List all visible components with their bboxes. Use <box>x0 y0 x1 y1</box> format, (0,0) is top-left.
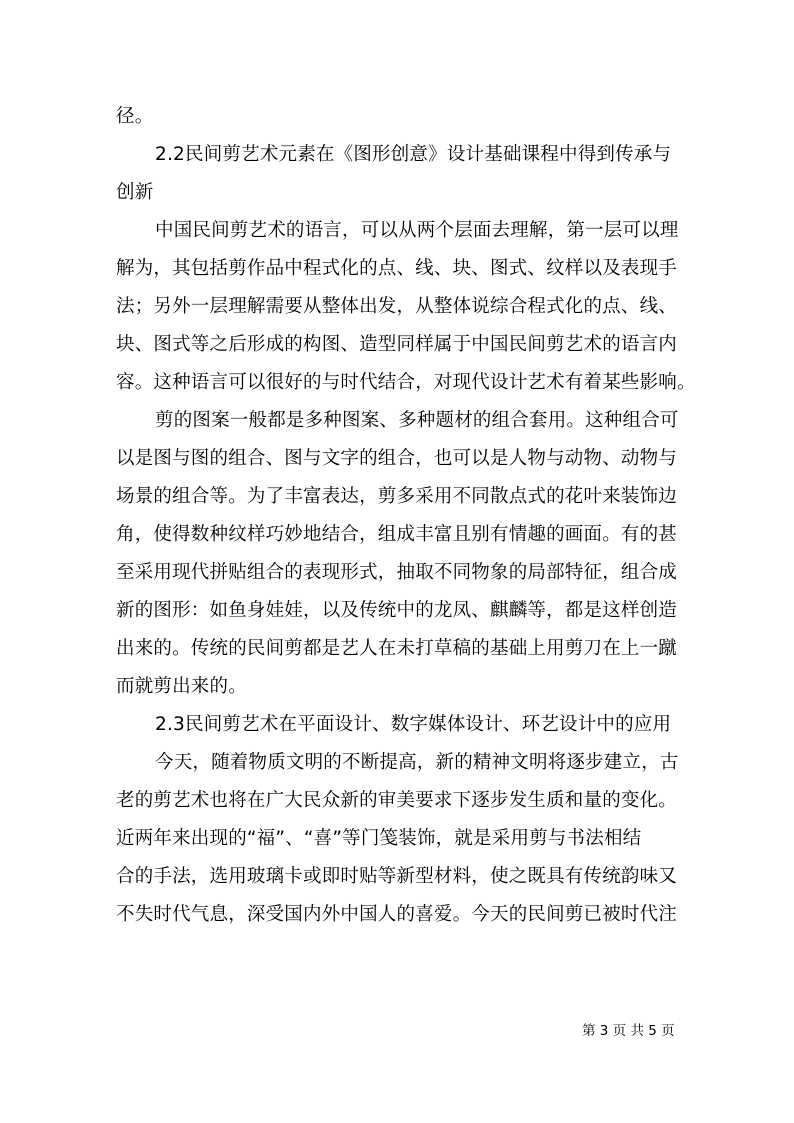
page-number-footer: 第 3 页 共 5 页 <box>582 1023 675 1039</box>
text-line: 法；另外一层理解需要从整体出发，从整体说综合程式化的点、线、 <box>116 296 678 317</box>
text-line: 块、图式等之后形成的构图、造型同样属于中国民间剪艺术的语言内 <box>116 334 678 355</box>
text-line: 角，使得数种纹样巧妙地结合，组成丰富且别有情趣的画面。有的甚 <box>116 524 678 545</box>
text-line: 创新 <box>116 182 154 203</box>
text-line: 新的图形：如鱼身娃娃，以及传统中的龙凤、麒麟等，都是这样创造 <box>116 600 678 621</box>
text-line: 而就剪出来的。 <box>116 676 247 697</box>
text-line: 容。这种语言可以很好的与时代结合，对现代设计艺术有着某些影响。 <box>116 372 696 393</box>
text-line: 径。 <box>116 106 154 127</box>
text-line: 剪的图案一般都是多种图案、多种题材的组合套用。这种组合可 <box>155 410 679 431</box>
text-line: 不失时代气息，深受国内外中国人的喜爱。今天的民间剪已被时代注 <box>116 904 678 925</box>
text-line: 2.2民间剪艺术元素在《图形创意》设计基础课程中得到传承与 <box>155 144 672 165</box>
text-line: 近两年来出现的“福”、“喜”等门笺装饰，就是采用剪与书法相结 <box>116 828 642 849</box>
text-line: 至采用现代拼贴组合的表现形式，抽取不同物象的局部特征，组合成 <box>116 562 678 583</box>
text-line: 2.3民间剪艺术在平面设计、数字媒体设计、环艺设计中的应用 <box>155 714 672 735</box>
text-line: 今天，随着物质文明的不断提高，新的精神文明将逐步建立，古 <box>155 752 679 773</box>
text-line: 老的剪艺术也将在广大民众新的审美要求下逐步发生质和量的变化。 <box>116 790 678 811</box>
text-line: 解为，其包括剪作品中程式化的点、线、块、图式、纹样以及表现手 <box>116 258 678 279</box>
text-line: 场景的组合等。为了丰富表达，剪多采用不同散点式的花叶来装饰边 <box>116 486 678 507</box>
text-line: 以是图与图的组合、图与文字的组合，也可以是人物与动物、动物与 <box>116 448 678 469</box>
text-line: 中国民间剪艺术的语言，可以从两个层面去理解，第一层可以理 <box>155 220 679 241</box>
text-line: 合的手法，选用玻璃卡或即时贴等新型材料，使之既具有传统韵味又 <box>116 866 678 887</box>
document-body <box>116 98 696 934</box>
text-line: 出来的。传统的民间剪都是艺人在未打草稿的基础上用剪刀在上一蹴 <box>116 638 678 659</box>
